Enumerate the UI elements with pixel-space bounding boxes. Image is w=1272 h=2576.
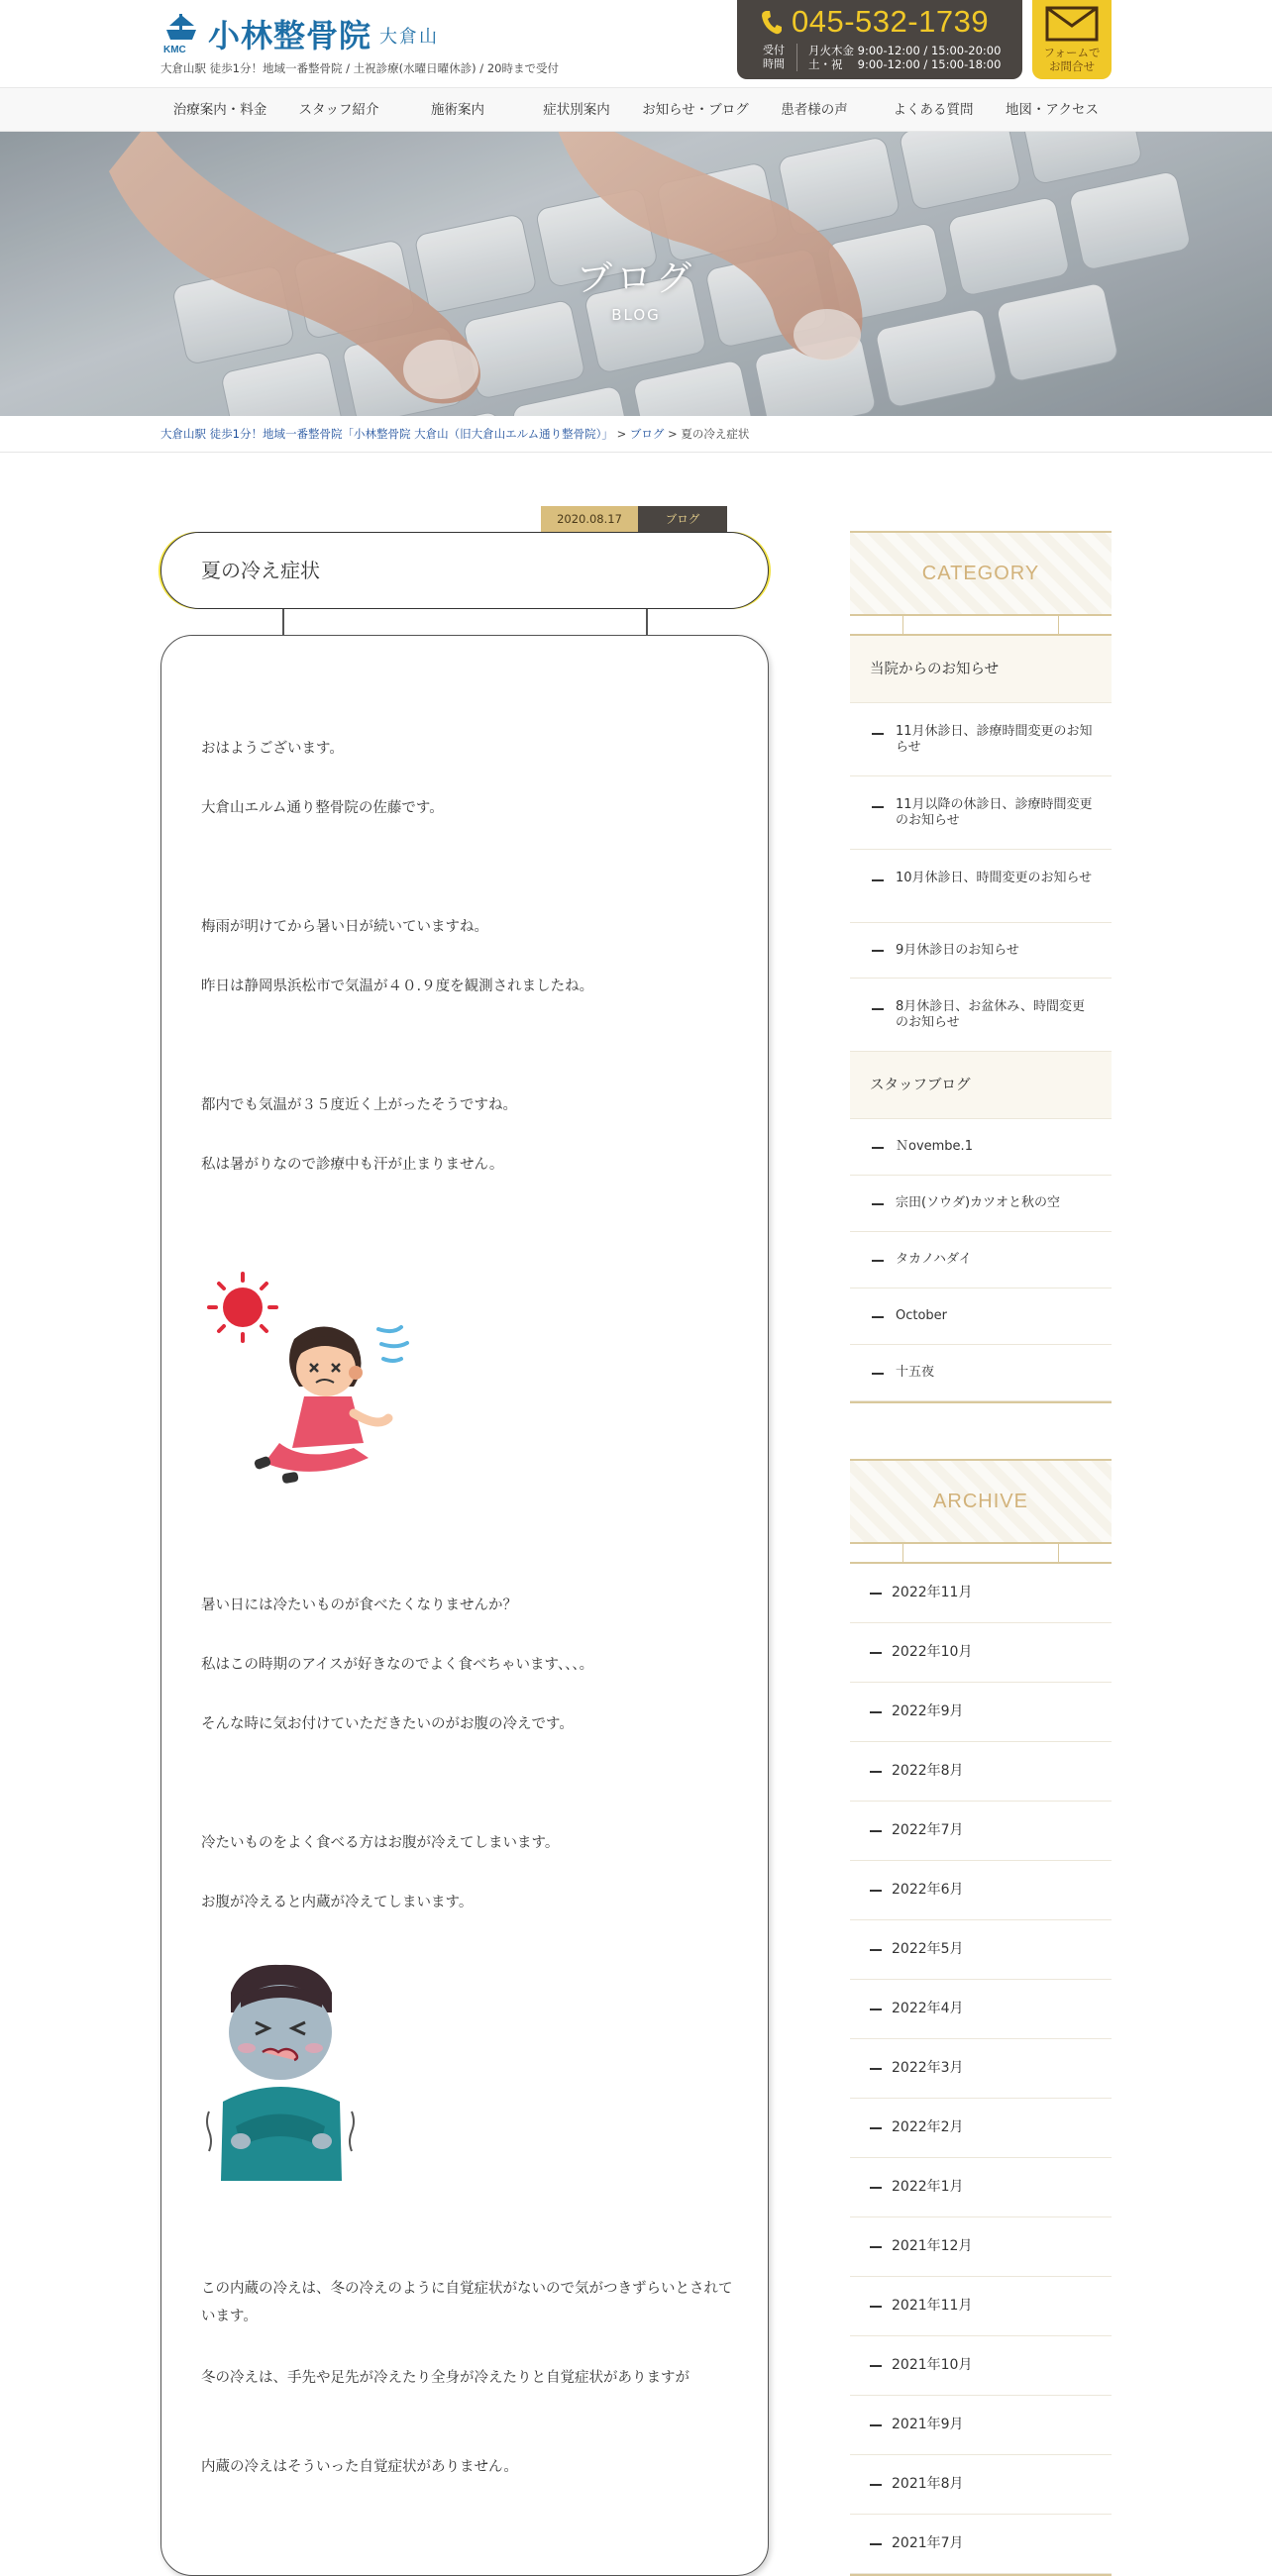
category-post-link[interactable]: October xyxy=(850,1288,1112,1345)
archive-link[interactable]: 2021年10月 xyxy=(850,2336,1112,2396)
dash-icon xyxy=(870,1830,882,1832)
breadcrumb-home[interactable]: 大倉山駅 徒歩1分！地域一番整骨院「小林整骨院 大倉山（旧大倉山エルム通り整骨院）」 xyxy=(160,427,613,441)
post-date: 2020.08.17 xyxy=(541,506,638,532)
hours-label-line-2: 時間 xyxy=(763,57,785,70)
post-category[interactable]: ブログ xyxy=(638,506,727,532)
archive-link[interactable]: 2021年12月 xyxy=(850,2217,1112,2277)
category-post-link[interactable]: 9月休診日のお知らせ xyxy=(850,923,1112,979)
archive-link[interactable]: 2022年4月 xyxy=(850,1980,1112,2039)
hours-label xyxy=(759,44,789,71)
archive-link[interactable]: 2021年8月 xyxy=(850,2455,1112,2515)
post-paragraph: 内蔵の冷えはそういった自覚症状がありません。 xyxy=(201,2459,518,2475)
post-paragraph: 都内でも気温が３５度近く上がったそうですね。 xyxy=(201,1097,517,1113)
post-paragraph: お腹が冷えると内蔵が冷えてしまいます。 xyxy=(201,1895,474,1910)
dash-icon xyxy=(870,2365,882,2367)
post-paragraph: 私は暑がりなので診療中も汗が止まりません。 xyxy=(201,1157,504,1173)
dash-icon xyxy=(872,1373,884,1375)
global-nav xyxy=(0,87,1272,132)
archive-link[interactable]: 2022年1月 xyxy=(850,2158,1112,2217)
dash-icon xyxy=(870,1593,882,1595)
shivering-illustration xyxy=(201,1953,360,2181)
hours-weekday: 月火木金 9:00-12:00 / 15:00-20:00 xyxy=(808,44,1002,57)
dash-icon xyxy=(870,2246,882,2248)
dash-icon xyxy=(870,2484,882,2486)
hours-divider xyxy=(796,44,797,71)
dash-icon xyxy=(870,2127,882,2129)
post-title: 夏の冷え症状 xyxy=(201,559,320,582)
dash-icon xyxy=(872,806,884,808)
hero-title: ブログ xyxy=(576,258,695,299)
post-paragraph: 冬の冷えは、手先や足先が冷えたり全身が冷えたりと自覚症状がありますが xyxy=(201,2370,689,2386)
svg-text:KMC: KMC xyxy=(163,45,186,55)
category-post-link[interactable]: 11月休診日、診療時間変更のお知らせ xyxy=(850,703,1112,776)
heading-tick xyxy=(902,616,903,636)
nav-item-testimonials[interactable]: 患者様の声 xyxy=(781,102,848,118)
nav-item-procedures[interactable]: 施術案内 xyxy=(431,102,484,118)
post-body xyxy=(160,635,769,2576)
post-paragraph: 冷たいものをよく食べる方はお腹が冷えてしまいます。 xyxy=(201,1835,560,1851)
dash-icon xyxy=(870,2009,882,2010)
post-paragraph: 大倉山エルム通り整骨院の佐藤です。 xyxy=(201,800,444,816)
post-title-box xyxy=(160,532,769,609)
category-heading-box xyxy=(850,531,1112,616)
dash-icon xyxy=(870,2424,882,2426)
hours-weekend: 土・祝 9:00-12:00 / 15:00-18:00 xyxy=(808,57,1002,71)
mail-icon xyxy=(1045,6,1099,42)
tel-number[interactable]: 045-532-1739 xyxy=(792,4,990,39)
ship-logo-icon xyxy=(160,12,202,55)
breadcrumb-current: 夏の冷え症状 xyxy=(681,427,750,441)
category-post-link[interactable]: タカノハダイ xyxy=(850,1232,1112,1288)
post-paragraph: 昨日は静岡県浜松市で気温が４０.９度を観測されましたね。 xyxy=(201,979,594,994)
nav-item-treatment-fees[interactable]: 治療案内・料金 xyxy=(172,102,267,118)
post-paragraph: そんな時に気お付けていただきたいのがお腹の冷えです。 xyxy=(201,1716,574,1732)
dash-icon xyxy=(870,2543,882,2545)
archive-link[interactable]: 2022年9月 xyxy=(850,1683,1112,1742)
post-paragraph: 私はこの時期のアイスが好きなのでよく食べちゃいます、、、。 xyxy=(201,1657,594,1673)
header-tagline: 大倉山駅 徒歩1分！地域一番整骨院 / 土祝診療(水曜日曜休診) / 20時まで受付 xyxy=(160,61,559,75)
post-paragraph: 梅雨が明けてから暑い日が続いていますね。 xyxy=(201,919,488,935)
heading-tick xyxy=(1058,1544,1059,1564)
nav-item-news-blog[interactable]: お知らせ・ブログ xyxy=(642,102,749,118)
logo-name: 小林整骨院 xyxy=(208,17,372,54)
archive-link[interactable]: 2022年3月 xyxy=(850,2039,1112,2099)
title-connector xyxy=(646,609,648,635)
hero-subtitle: BLOG xyxy=(611,306,661,324)
archive-list xyxy=(850,1562,1112,2576)
site-logo[interactable] xyxy=(160,12,458,55)
category-post-link[interactable]: 十五夜 xyxy=(850,1345,1112,1401)
dash-icon xyxy=(872,1203,884,1205)
tel-box[interactable] xyxy=(737,0,1022,79)
category-heading: CATEGORY xyxy=(921,563,1040,584)
dash-icon xyxy=(870,2068,882,2070)
dash-icon xyxy=(870,1771,882,1773)
title-connector xyxy=(282,609,284,635)
sun-icon xyxy=(209,1274,276,1341)
nav-item-access[interactable]: 地図・アクセス xyxy=(1005,102,1100,118)
nav-item-faq[interactable]: よくある質問 xyxy=(893,102,974,118)
heatstroke-illustration xyxy=(205,1270,413,1497)
breadcrumb-divider xyxy=(0,452,1272,453)
heading-tick xyxy=(1058,616,1059,636)
contact-form-button[interactable] xyxy=(1032,0,1112,79)
logo-sub: 大倉山 xyxy=(379,27,440,48)
archive-link[interactable]: 2021年7月 xyxy=(850,2515,1112,2574)
archive-link[interactable]: 2022年10月 xyxy=(850,1623,1112,1683)
breadcrumb-separator: > xyxy=(616,427,627,441)
nav-item-staff[interactable]: スタッフ紹介 xyxy=(298,102,379,118)
dash-icon xyxy=(872,1260,884,1262)
category-post-link[interactable]: 10月休診日、時間変更のお知らせ xyxy=(850,850,1112,923)
archive-link[interactable]: 2022年2月 xyxy=(850,2099,1112,2158)
archive-link[interactable]: 2022年11月 xyxy=(850,1564,1112,1623)
opening-hours xyxy=(808,44,1001,71)
dash-icon xyxy=(870,1949,882,1951)
dash-icon xyxy=(872,1147,884,1149)
dash-icon xyxy=(872,879,884,881)
heading-tick xyxy=(902,1544,903,1564)
dash-icon xyxy=(872,950,884,952)
category-post-link[interactable]: Ｎovembe.1 xyxy=(850,1119,1112,1176)
category-list xyxy=(850,634,1112,1403)
site-header xyxy=(0,0,1272,87)
dash-icon xyxy=(872,1316,884,1318)
archive-link[interactable]: 2021年11月 xyxy=(850,2277,1112,2336)
category-post-link[interactable]: 11月以降の休診日、診療時間変更のお知らせ xyxy=(850,776,1112,850)
archive-link[interactable]: 2021年9月 xyxy=(850,2396,1112,2455)
archive-link[interactable]: 2022年6月 xyxy=(850,1861,1112,1920)
dash-icon xyxy=(870,1711,882,1713)
dash-icon xyxy=(872,1008,884,1010)
category-group-news[interactable]: 当院からのお知らせ xyxy=(850,636,1112,703)
category-group-staff-blog[interactable]: スタッフブログ xyxy=(850,1052,1112,1119)
dash-icon xyxy=(872,733,884,735)
category-post-link[interactable]: 宗田(ソウダ)カツオと秋の空 xyxy=(850,1176,1112,1232)
breadcrumb xyxy=(160,416,1112,452)
breadcrumb-blog[interactable]: ブログ xyxy=(629,427,665,441)
dash-icon xyxy=(870,1652,882,1654)
post-paragraph: おはようございます。 xyxy=(201,741,344,757)
category-post-link[interactable]: 8月休診日、お盆休み、時間変更のお知らせ xyxy=(850,979,1112,1052)
archive-heading: ARCHIVE xyxy=(933,1491,1028,1512)
archive-heading-box xyxy=(850,1459,1112,1544)
phone-icon xyxy=(761,10,783,36)
dash-icon xyxy=(870,2306,882,2308)
archive-link[interactable]: 2022年7月 xyxy=(850,1802,1112,1861)
form-label-line-1: フォームで xyxy=(1043,46,1101,59)
archive-link[interactable]: 2022年8月 xyxy=(850,1742,1112,1802)
breadcrumb-separator: > xyxy=(668,427,678,441)
post-paragraph: 暑い日には冷たいものが食べたくなりませんか？ xyxy=(201,1597,517,1613)
dash-icon xyxy=(870,1890,882,1892)
archive-link[interactable]: 2022年5月 xyxy=(850,1920,1112,1980)
nav-item-symptoms[interactable]: 症状別案内 xyxy=(543,102,610,118)
post-paragraph: この内蔵の冷えは、冬の冷えのように自覚症状がないので気がつきずらいとされています。 xyxy=(201,2281,733,2324)
dash-icon xyxy=(870,2187,882,2189)
hero-banner xyxy=(0,132,1272,416)
form-label-line-2: お問合せ xyxy=(1049,59,1095,73)
hours-label-line-1: 受付 xyxy=(763,44,785,56)
